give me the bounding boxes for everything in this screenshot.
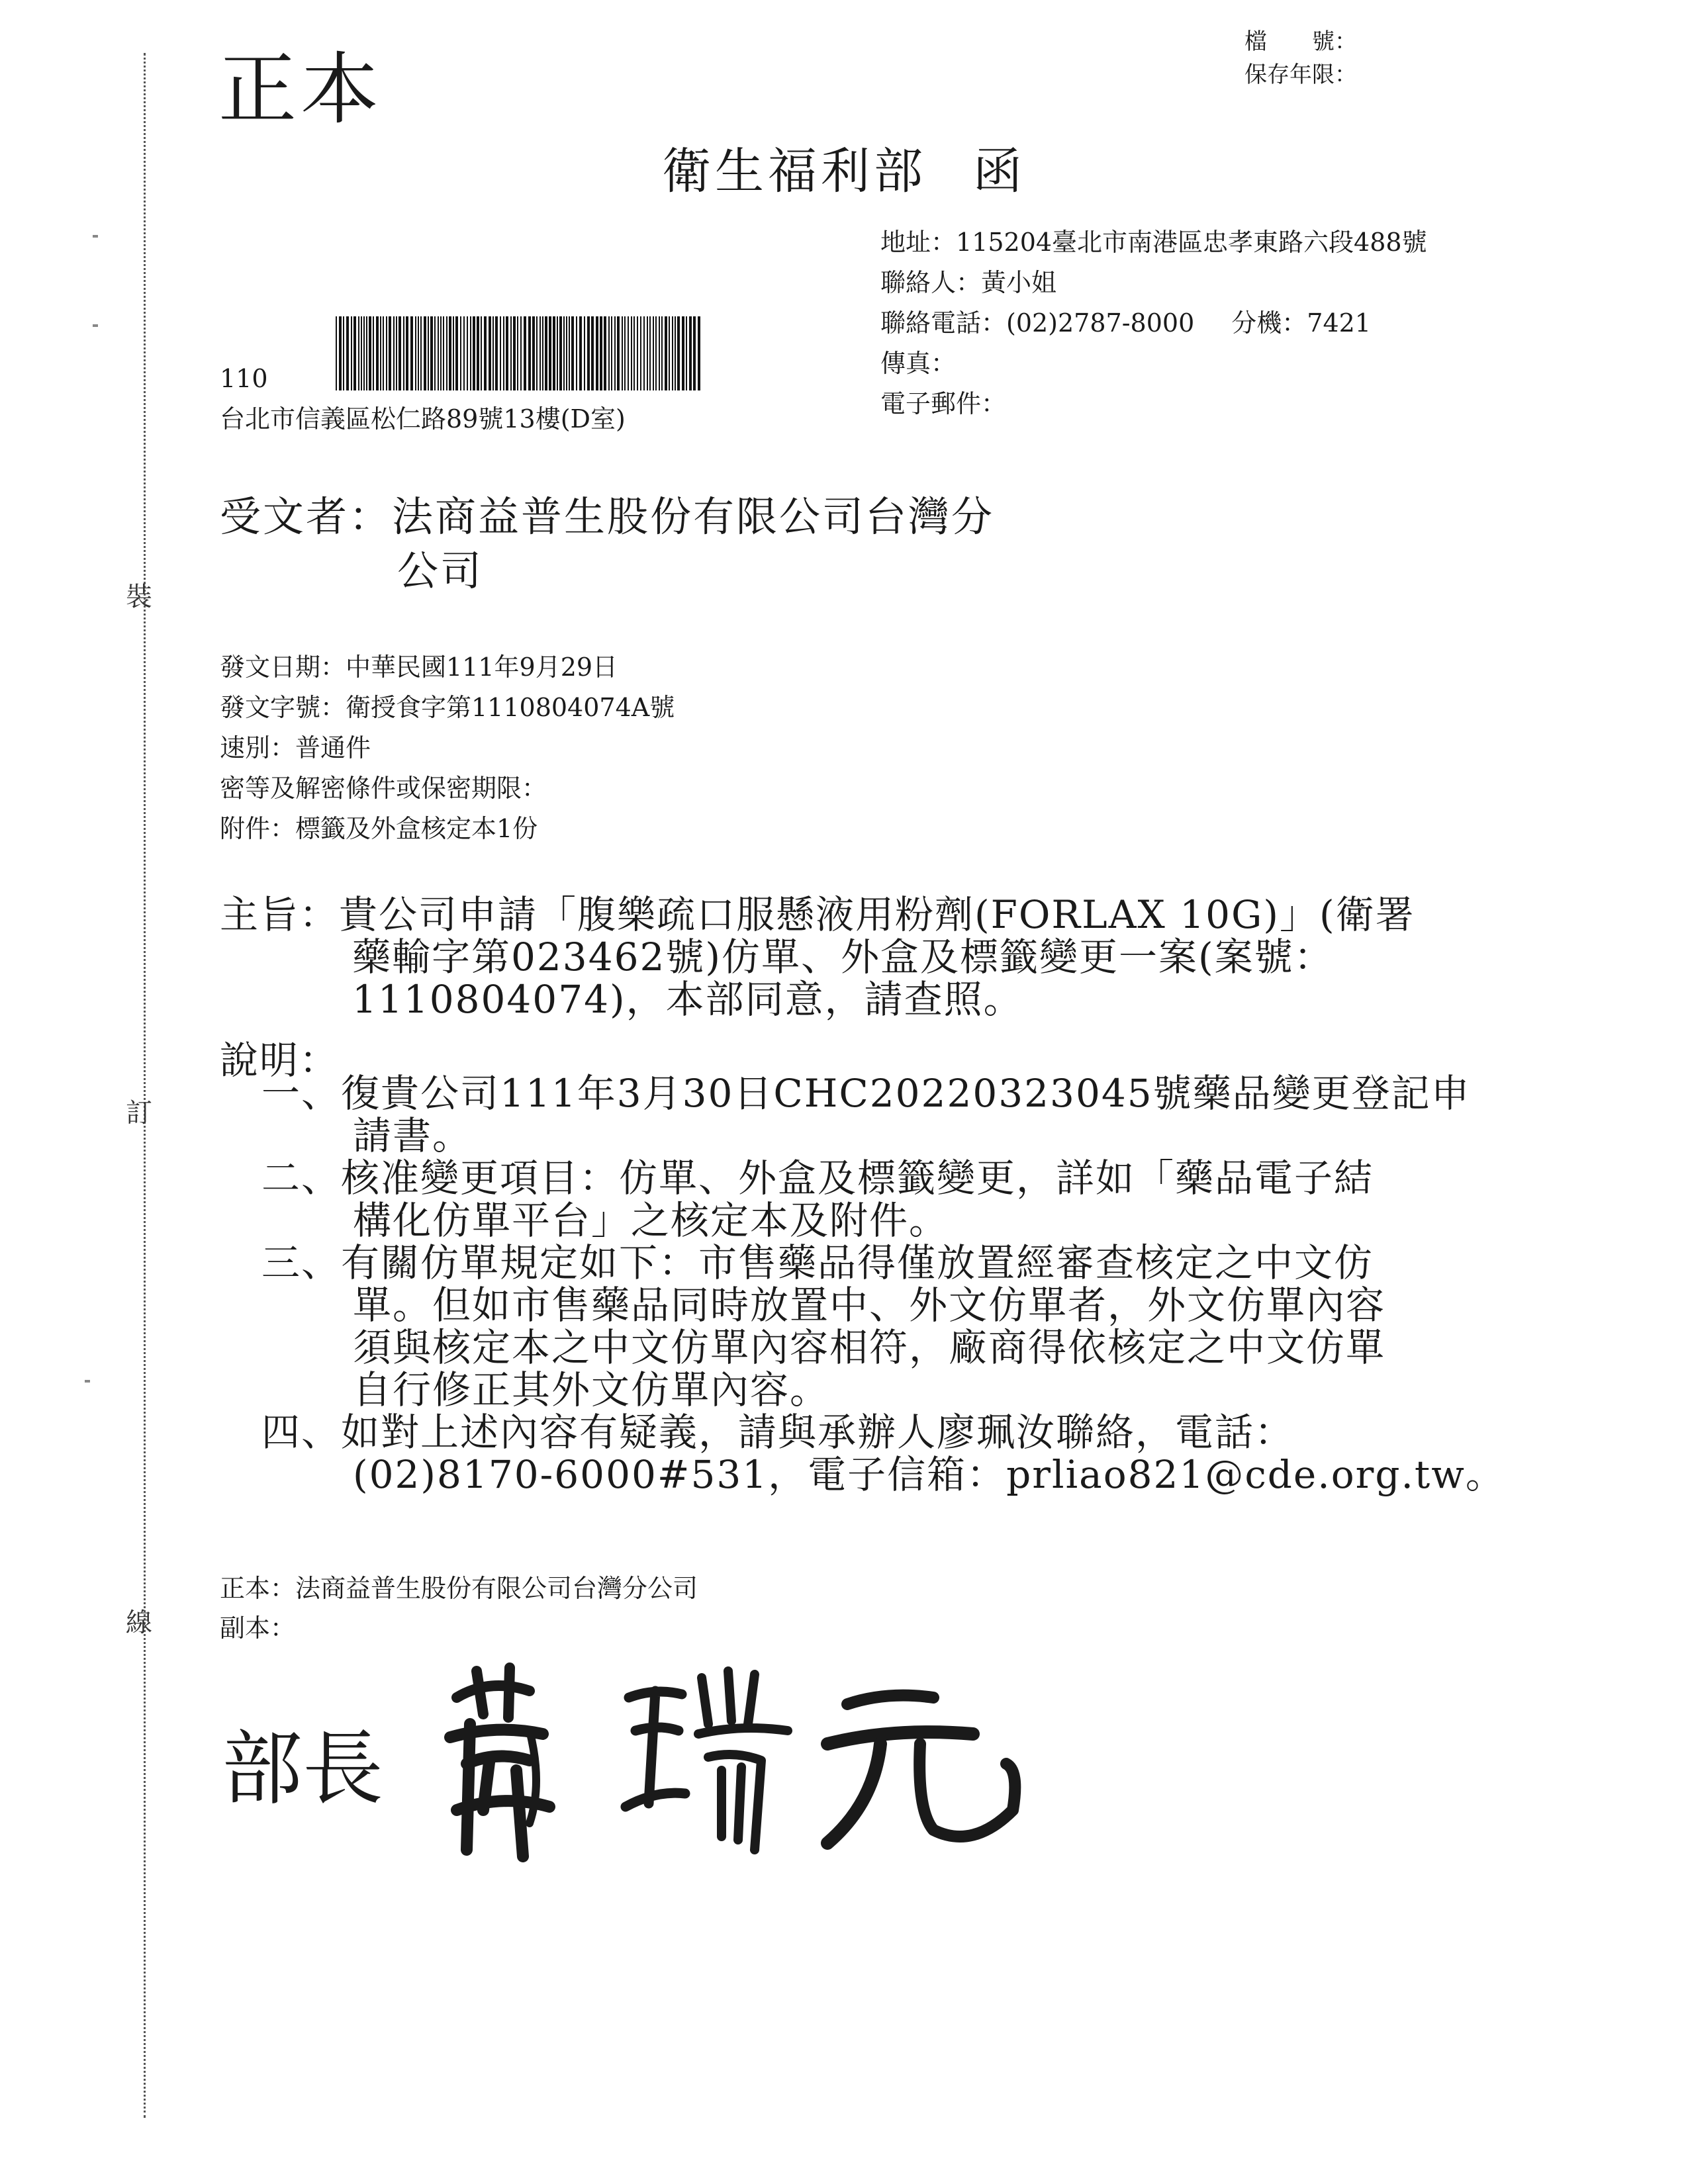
barcode-bar [438,316,439,390]
explanation-item-1 [261,1072,1505,1157]
document-title [662,132,1026,203]
minister-title: 部長 [222,1722,383,1816]
doc-type: 函 [973,143,1026,200]
barcode-bar [557,316,558,390]
distribution [220,1569,698,1648]
barcode-bar [669,316,670,390]
scan-speck [93,235,98,238]
filing-info [1244,25,1357,91]
barcode-bar [477,316,479,390]
barcode-bar [528,316,531,390]
barcode-bar [386,316,387,390]
barcode-bar [675,316,676,390]
explanation-list [261,1072,1505,1496]
barcode-bar [665,316,667,390]
barcode-bar [539,316,541,390]
barcode-bar [682,316,684,390]
binding-line [144,53,146,2118]
barcode-bar [566,316,567,390]
barcode-bar [614,316,616,390]
barcode-bar [587,316,590,390]
barcode-bar [434,316,436,390]
mail-barcode [334,316,705,390]
barcode-bar [453,316,454,390]
barcode-bar [647,316,648,390]
barcode-bar [611,316,612,390]
barcode-bar [693,316,696,390]
original-recipient: 正本：法商益普生股份有限公司台灣分公司 [220,1574,698,1603]
barcode-bar [536,316,538,390]
barcode-bar [455,316,458,390]
barcode-bar [393,316,395,390]
barcode-bar [591,316,594,390]
barcode-bar [559,316,562,390]
barcode-bar [672,316,673,390]
contact-email: 電子郵件： [880,389,1007,418]
barcode-bar [443,316,444,390]
barcode-bar [631,316,632,390]
contact-phone-line [880,303,1427,343]
explanation-line: 一、復貴公司111年3月30日CHC20220323045號藥品變更登記申 [261,1071,1471,1116]
barcode-bar [484,316,487,390]
explanation-line: 須與核定本之中文仿單內容相符，廠商得依核定之中文仿單 [353,1325,1386,1370]
barcode-bar [470,316,471,390]
barcode-bar [576,316,577,390]
explanation-line: 三、有關仿單規定如下：市售藥品得僅放置經審查核定之中文仿 [261,1240,1374,1285]
barcode-bar [460,316,461,390]
barcode-bar [361,316,362,390]
barcode-bar [446,316,447,390]
barcode-bar [661,316,663,390]
barcode-bar [353,316,356,390]
binding-char-xian: 線 [126,1608,152,1638]
barcode-bar [339,316,342,390]
contact-ext: 分機：7421 [1231,308,1371,338]
barcode-bar [653,316,654,390]
recipient-address: 台北市信義區松仁路89號13樓(D室) [220,404,626,433]
barcode-bar [549,316,551,390]
barcode-bar [640,316,641,390]
barcode-bar [440,316,442,390]
barcode-bar [617,316,620,390]
explanation-line: (02)8170-6000#531，電子信箱：prliao821@cde.org.tw。 [353,1452,1505,1497]
barcode-bar [420,316,422,390]
barcode-bar [346,316,349,390]
barcode-bar [424,316,426,390]
barcode-bar [637,316,638,390]
barcode-bar [689,316,692,390]
file-number-label: 檔 號： [1244,28,1357,55]
barcode-bar [363,316,365,390]
barcode-bar [608,316,610,390]
explanation-line: 二、核准變更項目：仿單、外盒及標籤變更，詳如「藥品電子結 [261,1156,1374,1201]
attachment: 附件：標籤及外盒核定本1份 [220,814,538,843]
barcode-bar [500,316,501,390]
barcode-bar [463,316,465,390]
retention-label: 保存年限： [1244,62,1357,88]
barcode-bar [403,316,404,390]
barcode-bar [410,316,413,390]
barcode-bar [481,316,482,390]
scan-speck [85,1380,90,1383]
explanation-line: 單。但如市售藥品同時放置中、外文仿單者，外文仿單內容 [353,1283,1386,1328]
minister-signature [430,1651,1026,1863]
barcode-bar [604,316,606,390]
barcode-bar [622,316,623,390]
original-copy-seal: 正本 [218,44,383,135]
explanation-line: 自行修正其外文仿單內容。 [353,1367,830,1412]
barcode-bar [545,316,547,390]
barcode-bar [571,316,574,390]
explanation-line: 構化仿單平台」之核定本及附件。 [353,1198,949,1243]
scan-speck [93,324,98,327]
barcode-bar [418,316,419,390]
explanation-item-4 [261,1411,1505,1496]
barcode-bar [628,316,629,390]
barcode-bar [600,316,602,390]
barcode-bar [383,316,384,390]
subject-line: 主旨：貴公司申請「腹樂疏口服懸液用粉劑(FORLAX 10G)」(衛署 [220,892,1415,937]
explanation-item-3 [261,1242,1505,1411]
recipient [220,490,994,598]
barcode-bar [624,316,626,390]
binding-char-zhuang: 裝 [126,582,152,612]
issue-date: 發文日期：中華民國111年9月29日 [220,653,618,682]
barcode-bar [503,316,504,390]
contact-address: 地址：115204臺北市南港區忠孝東路六段488號 [880,228,1427,257]
barcode-bar [399,316,401,390]
subject-line: 1110804074)，本部同意，請查照。 [352,977,1023,1022]
barcode-bar [584,316,585,390]
barcode-bar [366,316,367,390]
explanation-item-2 [261,1157,1505,1242]
barcode-bar [596,316,598,390]
barcode-bar [415,316,416,390]
explanation-heading: 說明： [220,1038,340,1083]
barcode-bar [489,316,491,390]
barcode-bar [686,316,687,390]
barcode-bar [492,316,494,390]
barcode-bar [520,316,522,390]
barcode-bar [343,316,344,390]
barcode-bar [659,316,660,390]
barcode-bar [563,316,565,390]
barcode-bar [553,316,555,390]
contact-block [880,222,1427,424]
barcode-bar [467,316,468,390]
document-meta [220,647,675,849]
barcode-bar [649,316,651,390]
barcode-bar [495,316,498,390]
postal-code: 110 [220,364,268,393]
barcode-bar [532,316,535,390]
recipient-line: 公司 [397,547,484,595]
barcode-bar [358,316,359,390]
barcode-bar [569,316,570,390]
barcode-bar [380,316,381,390]
barcode-bar [517,316,518,390]
barcode-bar [376,316,379,390]
subject [220,893,1415,1021]
duplicate-recipient: 副本： [220,1614,296,1643]
contact-phone: 聯絡電話：(02)2787-8000 [880,308,1195,338]
barcode-bar [506,316,508,390]
contact-fax: 傳真： [880,349,957,378]
barcode-bar [369,316,371,390]
contact-person: 聯絡人：黃小姐 [880,268,1057,297]
recipient-line: 受文者：法商益普生股份有限公司台灣分 [220,492,995,541]
delivery-speed: 速別：普通件 [220,733,371,762]
barcode-bar [579,316,582,390]
barcode-bar [389,316,391,390]
barcode-bar [336,316,337,390]
binding-char-ding: 訂 [126,1098,152,1128]
barcode-bar [513,316,516,390]
barcode-bar [373,316,374,390]
barcode-bar [677,316,680,390]
barcode-bar [524,316,526,390]
barcode-bar [351,316,352,390]
explanation-line: 請書。 [353,1113,473,1158]
barcode-bar [428,316,429,390]
barcode-bar [473,316,475,390]
barcode-bar [396,316,397,390]
issue-number: 發文字號：衛授食字第1110804074A號 [220,693,675,722]
barcode-bar [406,316,408,390]
barcode-bar [510,316,512,390]
security-level: 密等及解密條件或保密期限： [220,774,547,803]
issuing-org: 衛生福利部 [662,143,927,200]
barcode-bar [633,316,635,390]
barcode-bar [542,316,543,390]
barcode-bar [698,316,700,390]
barcode-bar [643,316,645,390]
barcode-bar [655,316,657,390]
subject-line: 藥輸字第023462號)仿單、外盒及標籤變更一案(案號： [352,934,1334,979]
barcode-bar [430,316,433,390]
explanation-line: 四、如對上述內容有疑義，請與承辦人廖珮汝聯絡，電話： [261,1410,1295,1455]
barcode-bar [449,316,451,390]
